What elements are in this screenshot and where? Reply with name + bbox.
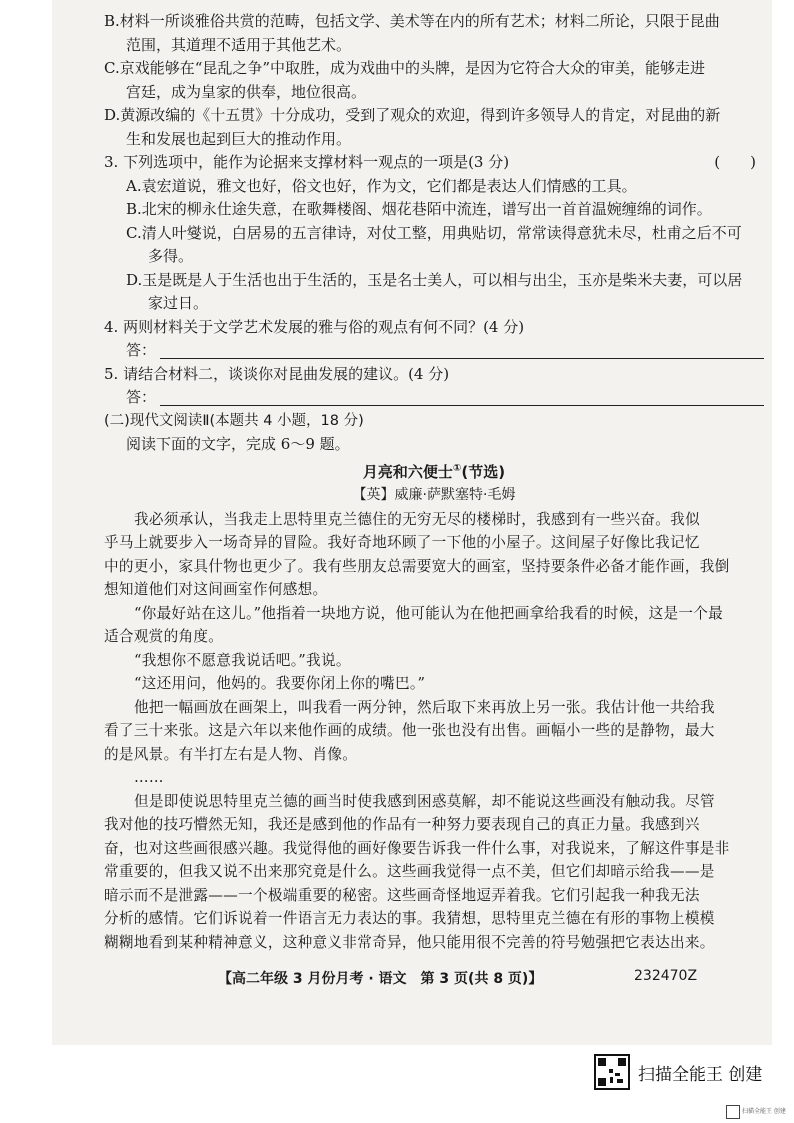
section-heading: (二)现代文阅读Ⅱ(本题共 4 小题，18 分) (104, 412, 364, 429)
scanner-label: 扫描全能王 创建 (638, 1064, 763, 1085)
option-text: 清人叶燮说，白居易的五言律诗，对仗工整，用典贴切，常常读得意犹未尽，杜甫之后不可 (141, 223, 742, 242)
option-text: 袁宏道说，雅文也好，俗文也好，作为文，它们都是表达人们情感的工具。 (141, 176, 637, 195)
page-content (104, 10, 764, 954)
passage-paragraph: 我必须承认，当我走上思特里克兰德住的无穷无尽的楼梯时，我感到有一些兴奋。我似 乎马上就要步入一场奇异的冒险。我好奇地环顾了一下他的小屋子。这间屋子好像比我记忆 中的更小，家具什物也更少了。我有些朋友总需要宽大的画室，坚持要条件必备才能作画，我倒 想知道他们对这间画室作何感想。 (104, 510, 730, 598)
option-text: 玉是既是人于生活也出于生活的，玉是名士美人，可以相与出尘，玉亦是柴米夫妻，可以居 (142, 270, 743, 289)
question-3: 3. 下列选项中，能作为论据来支撑材料一观点的一项是(3 分) ( ) A.袁宏道说，雅文也好，俗文也好，作为文，它们都是表达人们情感的工具。 B.北宋的柳永仕途失意，在歌舞楼阁、烟花巷陌中流连，谱写出一首首温婉缠绵的词作。 C.清人叶燮说，白居易的五言律诗，对仗工整，用典贴切，常常读得意犹未尽，杜甫之后不可 多得。 D.玉是既是人于生活也出于生活的，玉是名士美人，可以相与出尘，玉亦是柴米夫妻，可以居 家过日。 (104, 151, 764, 316)
option-text: 黄源改编的《十五贯》十分成功，受到了观众的欢迎，得到许多领导人的肯定，对昆曲的新 (120, 106, 721, 124)
scanned-exam-page (52, 0, 772, 1045)
passage-author: 【英】威廉·萨默塞特·毛姆 (352, 487, 516, 503)
q2-option-b: B.材料一所谈雅俗共赏的范畴，包括文学、美术等在内的所有艺术；材料二所论，只限于昆曲 范围，其道理不适用于其他艺术。 (104, 10, 764, 57)
passage-paragraph: “我想你不愿意我说话吧。”我说。 (134, 651, 351, 669)
q2-option-d: D.黄源改编的《十五贯》十分成功，受到了观众的欢迎，得到许多领导人的肯定，对昆曲的新 生和发展也起到巨大的推动作用。 (104, 104, 764, 151)
passage-paragraph: “这还用问，他妈的。我要你闭上你的嘴巴。” (134, 675, 426, 692)
footer-title: 【高二年级 3 月份月考 · 语文 第 3 页(共 8 页)】 (218, 971, 543, 987)
option-text: 多得。 (148, 247, 194, 265)
option-text: 生和发展也起到巨大的推动作用。 (126, 129, 352, 148)
answer-paren[interactable]: ( ) (714, 153, 756, 171)
footer-code: 232470Z (634, 968, 698, 984)
passage-paragraph: 但是即使说思特里克兰德的画当时使我感到困惑莫解，却不能说这些画没有触动我。尽管 我对他的技巧懵然无知，我还是感到他的作品有一种努力要表现自己的真正力量。我感到兴 奋，也对这些画很感兴趣。我觉得他的画好像要告诉我一件什么事，对我说来，了解这件事是非 常重要的，但我又说不出来那究竟是什么。这些画我觉得一点不美，但它们却暗示给我——是 暗示而不是泄露——一个极端重要的秘密。这些画奇怪地逗弄着我。它们引起我一种我无法 分析的感情。它们诉说着一件语言无力表达的事。我猜想，思特里克兰德在有形的事物上模模 糊糊地看到某种精神意义，这种意义非常奇异，他只能用很不完善的符号勉强把它表达出来。 (104, 792, 730, 951)
option-text: 家过日。 (148, 294, 209, 312)
option-text: 材料一所谈雅俗共赏的范畴，包括文学、美术等在内的所有艺术；材料二所论，只限于昆曲 (119, 12, 720, 30)
passage-paragraph: 他把一幅画放在画架上，叫我看一两分钟，然后取下来再放上另一张。我估计他一共给我 看了三十来张。这是六年以来他作画的成绩。他一张也没有出售。画幅小一些的是静物，最大 的是风景。有半打左右是人物、肖像。 (104, 698, 715, 763)
question-5 (104, 363, 764, 410)
passage-paragraph: “你最好站在这儿。”他指着一块地方说，他可能认为在他把画拿给我看的时候，这是一个最 适合观赏的角度。 (104, 604, 724, 645)
qr-code-icon (594, 1054, 630, 1090)
option-text: 京戏能够在“昆乱之争”中取胜，成为戏曲中的头牌，是因为它符合大众的审美，能够走进 (119, 59, 706, 77)
answer-line[interactable] (160, 342, 764, 359)
tiny-scanner-label: 扫描全能王 创建 (742, 1108, 786, 1115)
option-text: 宫廷，成为皇家的供奉，地位很高。 (126, 82, 367, 101)
answer-label: 答： (126, 388, 157, 406)
scanner-watermark (594, 1052, 774, 1092)
section-instruction: 阅读下面的文字，完成 6～9 题。 (126, 435, 350, 453)
option-text: 北宋的柳永仕途失意，在歌舞楼阁、烟花巷陌中流连，谱写出一首首温婉缠绵的词作。 (141, 200, 712, 218)
footnote-mark: ① (452, 462, 462, 474)
passage-title: 月亮和六便士①(节选) (362, 462, 506, 481)
question-stem: 3. 下列选项中，能作为论据来支撑材料一观点的一项是(3 分) (104, 153, 510, 171)
option-text: 范围，其道理不适用于其他艺术。 (126, 35, 352, 54)
question-stem: 4. 两则材料关于文学艺术发展的雅与俗的观点有何不同？(4 分) (104, 317, 525, 336)
passage-ellipsis: …… (134, 769, 164, 786)
tiny-qr-icon (726, 1105, 740, 1119)
answer-line[interactable] (160, 389, 764, 406)
answer-label: 答： (126, 341, 157, 359)
passage-body (104, 508, 764, 955)
question-4 (104, 316, 764, 363)
question-stem: 5. 请结合材料二，谈谈你对昆曲发展的建议。(4 分) (104, 364, 450, 383)
q2-option-c: C.京戏能够在“昆乱之争”中取胜，成为戏曲中的头牌，是因为它符合大众的审美，能够走进 宫廷，成为皇家的供奉，地位很高。 (104, 57, 764, 104)
